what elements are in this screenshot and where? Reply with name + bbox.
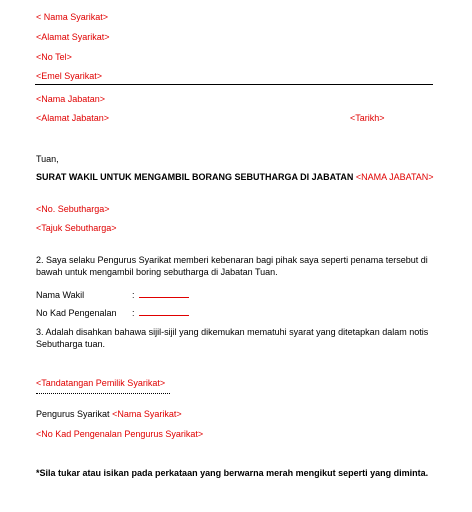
field-separator: : bbox=[132, 290, 135, 300]
paragraph-3: 3. Adalah disahkan bahawa sijil-sijil yang dikemukan mematuhi syarat yang ditetapkan dalam notis Sebutharga tuan. bbox=[36, 327, 429, 349]
manager-ic: <No Kad Pengenalan Pengurus Syarikat> bbox=[36, 429, 204, 439]
quotation-number: <No. Sebutharga> bbox=[36, 204, 110, 214]
manager-company: <Nama Syarikat> bbox=[112, 409, 182, 419]
paragraph-2: 2. Saya selaku Pengurus Syarikat memberi kebenaran bagi pihak saya seperti penama tersebut di bawah untuk mengambil boring sebutharga di Jabatan Tuan. bbox=[36, 255, 428, 277]
manager-label: Pengurus Syarikat bbox=[36, 409, 110, 419]
header-divider bbox=[35, 84, 433, 85]
department-address: <Alamat Jabatan> bbox=[36, 113, 110, 123]
field-label-representative-name: Nama Wakil bbox=[36, 290, 85, 300]
company-phone: <No Tel> bbox=[36, 52, 72, 62]
department-name: <Nama Jabatan> bbox=[36, 94, 106, 104]
letter-date: <Tarikh> bbox=[350, 113, 385, 123]
representative-name-blank bbox=[139, 289, 189, 298]
subject-line bbox=[36, 171, 434, 183]
salutation: Tuan, bbox=[36, 154, 59, 164]
field-representative-name bbox=[132, 289, 189, 301]
signature-placeholder: <Tandatangan Pemilik Syarikat> bbox=[36, 378, 166, 388]
company-email: <Emel Syarikat> bbox=[36, 71, 103, 81]
field-separator: : bbox=[132, 308, 135, 318]
company-address: <Alamat Syarikat> bbox=[36, 32, 110, 42]
subject-department: <NAMA JABATAN> bbox=[355, 172, 434, 182]
subject-text: SURAT WAKIL UNTUK MENGAMBIL BORANG SEBUTHARGA DI JABATAN bbox=[36, 172, 354, 182]
footnote: *Sila tukar atau isikan pada perkataan yang berwarna merah mengikut seperti yang diminta. bbox=[36, 468, 429, 478]
company-name: < Nama Syarikat> bbox=[36, 12, 109, 22]
field-label-ic-number: No Kad Pengenalan bbox=[36, 308, 117, 318]
ic-number-blank bbox=[139, 307, 189, 316]
signature-line bbox=[36, 393, 170, 394]
quotation-title: <Tajuk Sebutharga> bbox=[36, 223, 117, 233]
manager-line bbox=[36, 408, 182, 420]
field-ic-number bbox=[132, 307, 189, 319]
